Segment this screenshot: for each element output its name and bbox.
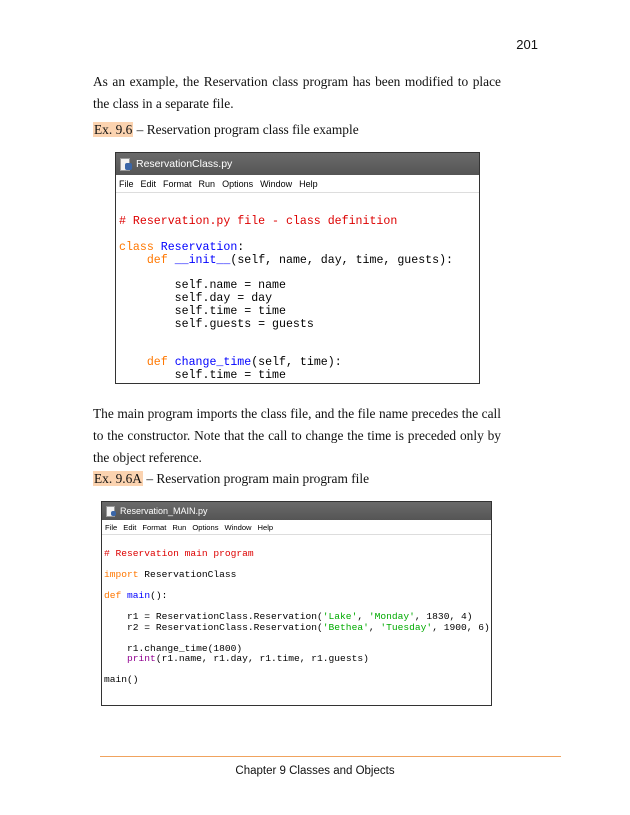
code-token: main()	[104, 674, 139, 685]
code-token	[154, 241, 161, 254]
footer-divider	[100, 756, 561, 757]
python-file-icon	[120, 158, 132, 170]
code-token: r1 = ReservationClass.Reservation(	[104, 611, 323, 622]
menu-format[interactable]: Format	[142, 522, 167, 532]
menu-run[interactable]: Run	[198, 178, 216, 189]
code-line	[119, 241, 244, 254]
example-caption-9-6a	[93, 470, 369, 488]
example-label: Ex. 9.6A	[94, 471, 142, 486]
code-token: (self, name, day, time, guests):	[230, 253, 453, 267]
code-line	[119, 356, 342, 369]
intro-paragraph: As an example, the Reservation class program has been modified to place the class in a separate file.	[93, 74, 501, 111]
code-token: change_time	[174, 356, 252, 370]
code-token: self.guests = guests	[119, 317, 314, 331]
code-token: self.time = time	[119, 304, 286, 318]
window-title: Reservation_MAIN.py	[120, 506, 208, 516]
code-editor[interactable]	[102, 535, 491, 686]
code-line	[119, 292, 272, 305]
menu-format[interactable]: Format	[163, 178, 192, 189]
window-title: ReservationClass.py	[136, 158, 233, 170]
example-caption-text: – Reservation program main program file	[142, 471, 370, 486]
code-token: ReservationClass	[138, 569, 237, 580]
code-token: def	[146, 253, 168, 267]
code-token	[168, 254, 175, 267]
code-line	[119, 305, 286, 318]
chapter-footer: Chapter 9 Classes and Objects	[235, 765, 395, 777]
window-titlebar	[116, 153, 479, 175]
idle-window-main-file	[101, 501, 492, 706]
code-token: ():	[150, 590, 168, 601]
code-token: self.name = name	[119, 279, 286, 293]
code-line	[119, 279, 286, 292]
menu-window[interactable]: Window	[260, 178, 293, 189]
menu-help[interactable]: Help	[299, 178, 318, 189]
code-token: (r1.name, r1.day, r1.time, r1.guests)	[155, 653, 369, 664]
code-line	[104, 643, 242, 654]
code-token	[168, 356, 175, 369]
code-token: main	[127, 590, 151, 601]
example-caption-9-6	[93, 121, 359, 139]
code-line	[119, 215, 397, 228]
code-token: Reservation	[160, 240, 238, 254]
code-token: , 1830, 4)	[414, 611, 473, 622]
code-token: (self, time):	[251, 356, 342, 370]
example-label: Ex. 9.6	[94, 122, 133, 137]
code-token: def	[104, 590, 122, 601]
idle-window-class-file	[115, 152, 480, 384]
menu-bar	[116, 175, 479, 193]
code-token	[119, 254, 147, 267]
menu-file[interactable]: File	[119, 178, 134, 189]
code-token: r2 = ReservationClass.Reservation(	[104, 621, 323, 633]
menu-window[interactable]: Window	[224, 522, 252, 532]
code-line	[119, 318, 314, 331]
code-editor[interactable]	[116, 193, 479, 383]
menu-edit[interactable]: Edit	[123, 522, 137, 532]
code-token: # Reservation.py file - class definition	[119, 215, 398, 228]
code-line	[104, 674, 139, 685]
menu-help[interactable]: Help	[257, 522, 274, 532]
code-line	[104, 622, 490, 633]
code-token: print	[127, 653, 156, 664]
code-token: self.time = time	[119, 369, 286, 383]
code-token: ,	[357, 611, 369, 622]
menu-run[interactable]: Run	[172, 522, 187, 532]
code-token: 'Bethea'	[322, 621, 369, 633]
menu-file[interactable]: File	[105, 522, 118, 532]
code-token: ,	[368, 621, 381, 633]
code-line	[104, 653, 369, 664]
code-line	[104, 611, 472, 622]
code-token: 'Lake'	[322, 611, 358, 622]
page-number: 201	[516, 37, 538, 52]
menu-edit[interactable]: Edit	[140, 178, 157, 189]
code-token: __init__	[174, 253, 231, 267]
code-line	[104, 548, 254, 559]
code-token: , 1900, 6)	[432, 621, 490, 633]
code-line	[104, 569, 236, 580]
code-token: import	[104, 569, 139, 580]
code-token: 'Tuesday'	[380, 621, 433, 633]
code-token	[104, 653, 127, 664]
code-token: :	[237, 240, 245, 254]
code-line	[104, 590, 167, 601]
window-titlebar	[102, 502, 491, 520]
menu-options[interactable]: Options	[192, 522, 219, 532]
example-caption-text: – Reservation program class file example	[133, 122, 359, 137]
python-file-icon	[106, 506, 116, 516]
code-line	[119, 369, 286, 382]
code-token: r1.change_time(1800)	[104, 642, 243, 654]
code-token: self.day = day	[119, 292, 273, 306]
code-line	[119, 254, 453, 267]
menu-options[interactable]: Options	[222, 178, 254, 189]
middle-paragraph: The main program imports the class file, and the file name precedes the call to the constructor. Note that the call to change the time is preceded only by the object reference.	[93, 406, 501, 465]
menu-bar	[102, 520, 491, 535]
code-token	[119, 356, 147, 369]
code-token: class	[119, 240, 154, 254]
code-token: 'Monday'	[368, 611, 415, 622]
code-token: # Reservation main program	[104, 548, 254, 559]
code-token: def	[146, 356, 168, 370]
